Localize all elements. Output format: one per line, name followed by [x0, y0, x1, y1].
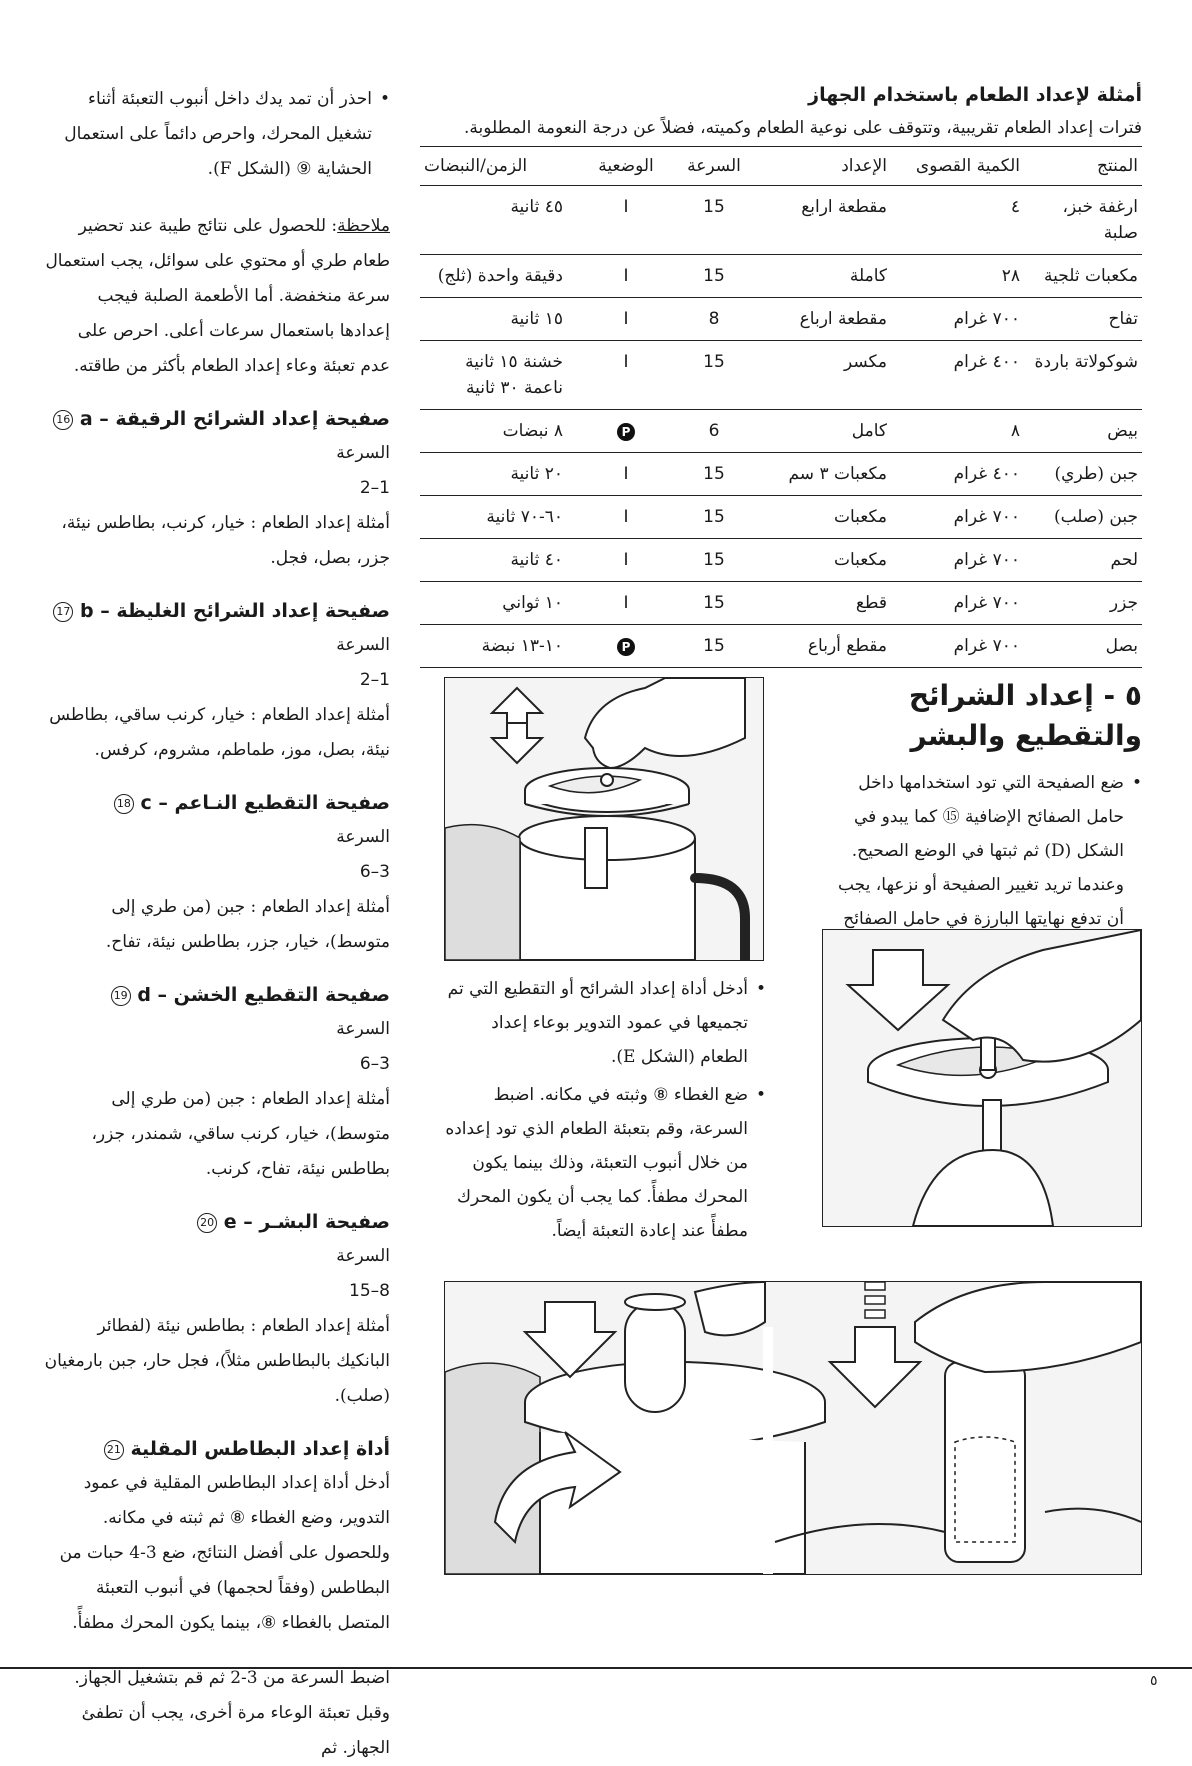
table-row [420, 186, 1142, 255]
cell-prep: مكسر [753, 341, 891, 410]
disc-title: صفيحة التقطيع النـاعم – c 18 [44, 788, 390, 818]
cell-max-qty: ٧٠٠ غرام [891, 582, 1024, 625]
col-position: الوضعية [577, 147, 675, 186]
position-on-mark: I [623, 507, 629, 527]
cell-product: بصل [1024, 625, 1142, 668]
part-21-icon: 21 [104, 1440, 124, 1460]
speed-label: السرعة [336, 1019, 390, 1039]
cell-prep: قطع [753, 582, 891, 625]
cell-time [420, 539, 577, 582]
cell-product: ارغفة خبز، صلبة [1024, 186, 1142, 255]
cell-position [577, 255, 675, 298]
cell-prep: مكعبات [753, 539, 891, 582]
cell-time [420, 496, 577, 539]
cell-speed: 6 [675, 410, 753, 453]
position-on-mark: I [623, 266, 629, 286]
examples-title: أمثلة لإعداد الطعام باستخدام الجهاز [808, 84, 1142, 106]
time-value-2: ناعمة ٣٠ ثانية [466, 378, 563, 398]
speed-label: السرعة [336, 443, 390, 463]
cell-speed: 15 [675, 453, 753, 496]
cell-speed: 15 [675, 186, 753, 255]
cell-prep: مكعبات ٣ سم [753, 453, 891, 496]
cell-max-qty: ٧٠٠ غرام [891, 625, 1024, 668]
speed-value: 8–15 [349, 1281, 390, 1301]
fries-text-2: اضبط السرعة من 3-2 ثم قم بتشغيل الجهاز. وقبل تعبئة الوعاء مرة أخرى، يجب أن تطفئ الجهاز. ثم [74, 1668, 390, 1758]
cell-max-qty: ٧٠٠ غرام [891, 539, 1024, 582]
time-value: خشنة ١٥ ثانية [465, 352, 563, 372]
disc-examples: أمثلة إعداد الطعام : جبن (من طري إلى متوسط)، خيار، جزر، بطاطس نيئة، تفاح. [105, 897, 390, 952]
cell-product: شوكولاتة باردة [1024, 341, 1142, 410]
table-row [420, 539, 1142, 582]
figure-e-disc-insertion [444, 677, 764, 961]
cell-time [420, 453, 577, 496]
time-value: ٤٥ ثانية [510, 197, 563, 217]
cell-max-qty: ٧٠٠ غرام [891, 298, 1024, 341]
section-5-title: ٥ - إعداد الشرائح والتقطيع والبشر [908, 679, 1142, 752]
cell-position [577, 496, 675, 539]
table-header-row [420, 147, 1142, 186]
note-paragraph [44, 209, 390, 384]
section-5-bullet-3: • ضع الغطاء ⑧ وثبته في مكانه. اضبط السرعة، وقم بتعبئة الطعام الذي تود إعداده من خلال أنبوب التعبئة، وذلك بينما يكون المحرك مطفأً. كما يجب أن يكون المحرك مطفأً عند إعادة التعبئة أيضاً. [444, 1078, 766, 1248]
cell-speed: 15 [675, 341, 753, 410]
pulse-icon: P [617, 638, 635, 656]
disc-letter: c [140, 792, 152, 814]
cell-speed: 15 [675, 582, 753, 625]
disc-title: صفيحة إعداد الشرائح الغليظة – b 17 [44, 596, 390, 626]
part-number-icon: 16 [53, 410, 73, 430]
cell-position [577, 625, 675, 668]
cell-position [577, 341, 675, 410]
cell-max-qty: ٤ [891, 186, 1024, 255]
footer-rule [0, 1667, 1192, 1669]
cell-product: تفاح [1024, 298, 1142, 341]
cell-product: جبن (صلب) [1024, 496, 1142, 539]
position-on-mark: I [623, 197, 629, 217]
disc-section [44, 788, 390, 960]
table-row [420, 625, 1142, 668]
cell-position [577, 298, 675, 341]
col-time: الزمن/النبضات [420, 147, 577, 186]
cell-time [420, 186, 577, 255]
cell-time [420, 625, 577, 668]
cell-max-qty: ٢٨ [891, 255, 1024, 298]
figure-f-feed-tube [444, 1281, 1142, 1575]
cell-product: جبن (طري) [1024, 453, 1142, 496]
examples-intro: فترات إعداد الطعام تقريبية، وتتوقف على نوعية الطعام وكميته، فضلاً عن درجة النعومة المطلوبة. [464, 118, 1142, 138]
cell-position [577, 539, 675, 582]
time-value: ١٥ ثانية [510, 309, 563, 329]
food-examples-section [420, 82, 1142, 668]
cell-speed: 15 [675, 255, 753, 298]
left-column [44, 82, 390, 1766]
time-value: ٤٠ ثانية [510, 550, 563, 570]
fries-text: أدخل أداة إعداد البطاطس المقلية في عمود التدوير، وضع الغطاء ⑧ ثم ثبته في مكانه. وللحصول على أفضل النتائج، ضع 3-4 حبات من البطاطس (وفقاً لحجمها) في أنبوب التعبئة المتصل بالغطاء ⑧، بينما يكون المحرك مطفأً. [59, 1473, 390, 1633]
cell-prep: مقطع أرباع [753, 625, 891, 668]
note-text: : للحصول على نتائج طيبة عند تحضير طعام طري أو محتوي على سوائل، يجب استعمال سرعة منخفضة. أما الأطعمة الصلبة فيجب إعدادها باستعمال سرعات أعلى. احرص على عدم تعبئة وعاء إعداد الطعام بأكثر من طاقته. [45, 216, 390, 376]
table-row [420, 341, 1142, 410]
position-on-mark: I [623, 464, 629, 484]
disc-letter: b [80, 600, 94, 622]
cell-speed: 15 [675, 625, 753, 668]
cell-prep: كاملة [753, 255, 891, 298]
note-label: ملاحظة [337, 216, 390, 236]
cell-position [577, 186, 675, 255]
figure-f-illustration [445, 1282, 1141, 1574]
cell-product: جزر [1024, 582, 1142, 625]
disc-examples: أمثلة إعداد الطعام : خيار، كرنب، بطاطس نيئة، جزر، بصل، فجل. [61, 513, 390, 568]
figure-d-disc-holder [822, 929, 1142, 1227]
position-on-mark: I [623, 593, 629, 613]
cell-speed: 8 [675, 298, 753, 341]
disc-letter: a [79, 408, 93, 430]
food-examples-table [420, 146, 1142, 668]
section-5-continued [444, 972, 766, 1252]
disc-section [44, 596, 390, 768]
speed-value: 3–6 [359, 1054, 390, 1074]
time-value: ٦٠-٧٠ ثانية [486, 507, 563, 527]
speed-value: 1–2 [359, 670, 390, 690]
section-5 [820, 676, 1142, 970]
col-speed: السرعة [675, 147, 753, 186]
cell-time [420, 582, 577, 625]
table-row [420, 453, 1142, 496]
cell-prep: مقطعة ارابع [753, 186, 891, 255]
disc-section [44, 980, 390, 1187]
cell-product: لحم [1024, 539, 1142, 582]
disc-letter: d [137, 984, 151, 1006]
table-row [420, 582, 1142, 625]
table-row [420, 255, 1142, 298]
cell-speed: 15 [675, 539, 753, 582]
part-number-icon: 20 [197, 1213, 217, 1233]
cell-position [577, 410, 675, 453]
col-product: المنتج [1024, 147, 1142, 186]
cell-max-qty: ٤٠٠ غرام [891, 341, 1024, 410]
cell-position [577, 453, 675, 496]
fries-title: أداة إعداد البطاطس المقلية 21 [44, 1434, 390, 1464]
cell-time [420, 298, 577, 341]
section-5-bullet-1: • ضع الصفيحة التي تود استخدامها داخل حامل الصفائح الإضافية ⑮ كما يبدو في الشكل (D) ثم ثبتها في الوضع الصحيح. وعندما تريد تغيير الصفيحة أو نزعها، يجب أن تدفع نهايتها البارزة في حامل الصفائح [820, 766, 1142, 970]
cell-prep: مكعبات [753, 496, 891, 539]
table-row [420, 410, 1142, 453]
cell-time [420, 255, 577, 298]
cell-max-qty: ٧٠٠ غرام [891, 496, 1024, 539]
time-value: ١٠-١٣ نبضة [481, 636, 563, 656]
cell-speed: 15 [675, 496, 753, 539]
disc-section [44, 404, 390, 576]
time-value: ٢٠ ثانية [510, 464, 563, 484]
cell-time [420, 341, 577, 410]
cell-max-qty: ٨ [891, 410, 1024, 453]
table-row [420, 496, 1142, 539]
disc-section [44, 1207, 390, 1414]
cell-product: مكعبات ثلجية [1024, 255, 1142, 298]
cell-max-qty: ٤٠٠ غرام [891, 453, 1024, 496]
disc-examples: أمثلة إعداد الطعام : خيار، كرنب ساقي، بطاطس نيئة، بصل، موز، طماطم، مشروم، كرفس. [49, 705, 390, 760]
cell-prep: كامل [753, 410, 891, 453]
speed-value: 3–6 [359, 862, 390, 882]
disc-title: صفيحة البشـر – e 20 [44, 1207, 390, 1237]
position-on-mark: I [623, 550, 629, 570]
figure-d-illustration [823, 930, 1141, 1226]
speed-label: السرعة [336, 827, 390, 847]
cell-time [420, 410, 577, 453]
speed-label: السرعة [336, 1246, 390, 1266]
cell-prep: مقطعة ارباع [753, 298, 891, 341]
cell-position [577, 582, 675, 625]
position-on-mark: I [623, 352, 629, 372]
disc-examples: أمثلة إعداد الطعام : بطاطس نيئة (لفطائر البانكيك بالبطاطس مثلاً)، فجل حار، جبن بارمغيان (صلب). [44, 1316, 390, 1406]
page-number: ٥ [1150, 1673, 1158, 1689]
disc-examples: أمثلة إعداد الطعام : جبن (من طري إلى متوسط)، خيار، كرنب ساقي، شمندر، جزر، بطاطس نيئة، تفاح، كرنب. [91, 1089, 390, 1179]
table-row [420, 298, 1142, 341]
disc-title: صفيحة التقطيع الخشن – d 19 [44, 980, 390, 1010]
disc-list [44, 404, 390, 1414]
section-5-bullet-2: • أدخل أداة إعداد الشرائح أو التقطيع التي تم تجميعها في عمود التدوير بوعاء إعداد الطعام (الشكل E). [444, 972, 766, 1074]
part-number-icon: 18 [114, 794, 134, 814]
part-number-icon: 17 [53, 602, 73, 622]
disc-letter: e [223, 1211, 237, 1233]
speed-value: 1–2 [359, 478, 390, 498]
cell-product: بيض [1024, 410, 1142, 453]
pulse-icon: P [617, 423, 635, 441]
figure-e-illustration [445, 678, 763, 960]
col-prep: الإعداد [753, 147, 891, 186]
part-number-icon: 19 [111, 986, 131, 1006]
position-on-mark: I [623, 309, 629, 329]
col-max-qty: الكمية القصوى [891, 147, 1024, 186]
time-value: دقيقة واحدة (ثلج) [437, 266, 563, 286]
time-value: ٨ نبضات [502, 421, 563, 441]
time-value: ١٠ ثواني [502, 593, 563, 613]
speed-label: السرعة [336, 635, 390, 655]
disc-title: صفيحة إعداد الشرائح الرقيقة – a 16 [44, 404, 390, 434]
warning-text: • احذر أن تمد يدك داخل أنبوب التعبئة أثناء تشغيل المحرك، واحرص دائماً على استعمال الحشاية ⑨ (الشكل F). [44, 82, 390, 187]
